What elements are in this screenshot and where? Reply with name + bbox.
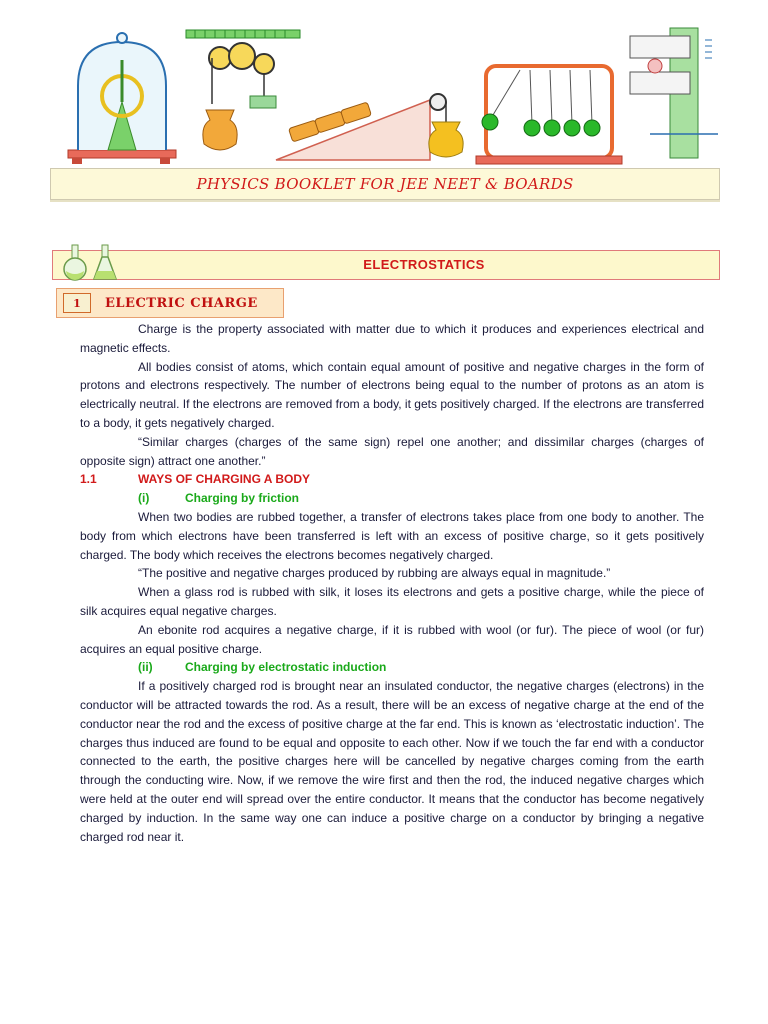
physics-apparatus-illustration <box>50 26 720 168</box>
paragraph: When two bodies are rubbed together, a transfer of electrons takes place from one body to another. The body from which electrons have been transferred is left with an excess of positive charge, so it gets positively charged. The body which receives the electrons becomes negatively charged. <box>80 509 704 562</box>
paragraph: An ebonite rod acquires a negative charge, if it is rubbed with wool (or fur). The piece of wool (or fur) acquires an equal positive charge. <box>80 622 704 656</box>
chapter-number: 1 <box>63 293 91 313</box>
chapter-body <box>80 320 704 846</box>
paragraph: “Similar charges (charges of the same sign) repel one another; and dissimilar charges (charges of opposite sign) attract one another.” <box>80 434 704 468</box>
newtons-cradle-icon <box>476 66 622 164</box>
subsubsection-title: Charging by electrostatic induction <box>185 660 387 675</box>
paragraph: When a glass rod is rubbed with silk, it loses its electrons and gets a positive charge, while the piece of silk acquires equal negative charges. <box>80 585 704 618</box>
inclined-plane-icon <box>276 94 463 160</box>
booklet-title-banner <box>50 168 720 200</box>
paragraph: “The positive and negative charges produced by rubbing are always equal in magnitude.” <box>138 566 611 581</box>
paragraph: Charge is the property associated with matter due to which it produces and experiences electrical and magnetic effects. <box>80 322 704 355</box>
bell-jar-icon <box>68 33 176 164</box>
subsection-number: 1.1 <box>80 472 97 487</box>
subsubsection-title: Charging by friction <box>185 491 299 506</box>
subsection-title: WAYS OF CHARGING A BODY <box>138 472 311 487</box>
vernier-caliper-icon <box>630 28 718 158</box>
subsubsection-heading <box>80 658 704 677</box>
flask-icon <box>62 243 130 283</box>
booklet-title: PHYSICS BOOKLET FOR JEE NEET & BOARDS <box>196 175 574 193</box>
subsubsection-number: (ii) <box>138 660 153 675</box>
chapter-title: ELECTRIC CHARGE <box>105 295 258 311</box>
subsection-heading <box>80 470 704 489</box>
paragraph: If a positively charged rod is brought near an insulated conductor, the negative charges (electrons) in the conductor will be attracted towards the rod. As a result, there will be an excess of negative charge at the end of the conductor near the rod and the excess of positive charge at the far end. This is known as ‘electrostatic induction’. The charges thus induced are found to be equal and opposite to each other. Now if we touch the far end with a conductor connected to the earth, the positive charges here will be cancelled by negative charges coming from the earth through the conducting wire. Now, if we remove the wire first and then the rod, the induced negative charges which were held at the outer end will spread over the entire conductor. It means that the conductor has become negatively charged by induction. In the same way one can induce a positive charge on a conductor by bringing a negative charged rod near it. <box>80 679 704 844</box>
pulley-system-icon <box>186 30 300 150</box>
subsubsection-heading <box>80 489 704 508</box>
chapter-heading <box>56 288 284 318</box>
paragraph: All bodies consist of atoms, which contain equal amount of positive and negative charges in the form of protons and electrons respectively. The number of electrons being equal to the number of protons as an atom is electrically neutral. If the electrons are removed from a body, it gets positively charged. If the electrons are transferred to a body, it gets negatively charged. <box>80 359 704 430</box>
section-title: ELECTROSTATICS <box>363 256 485 272</box>
subsubsection-number: (i) <box>138 491 150 506</box>
